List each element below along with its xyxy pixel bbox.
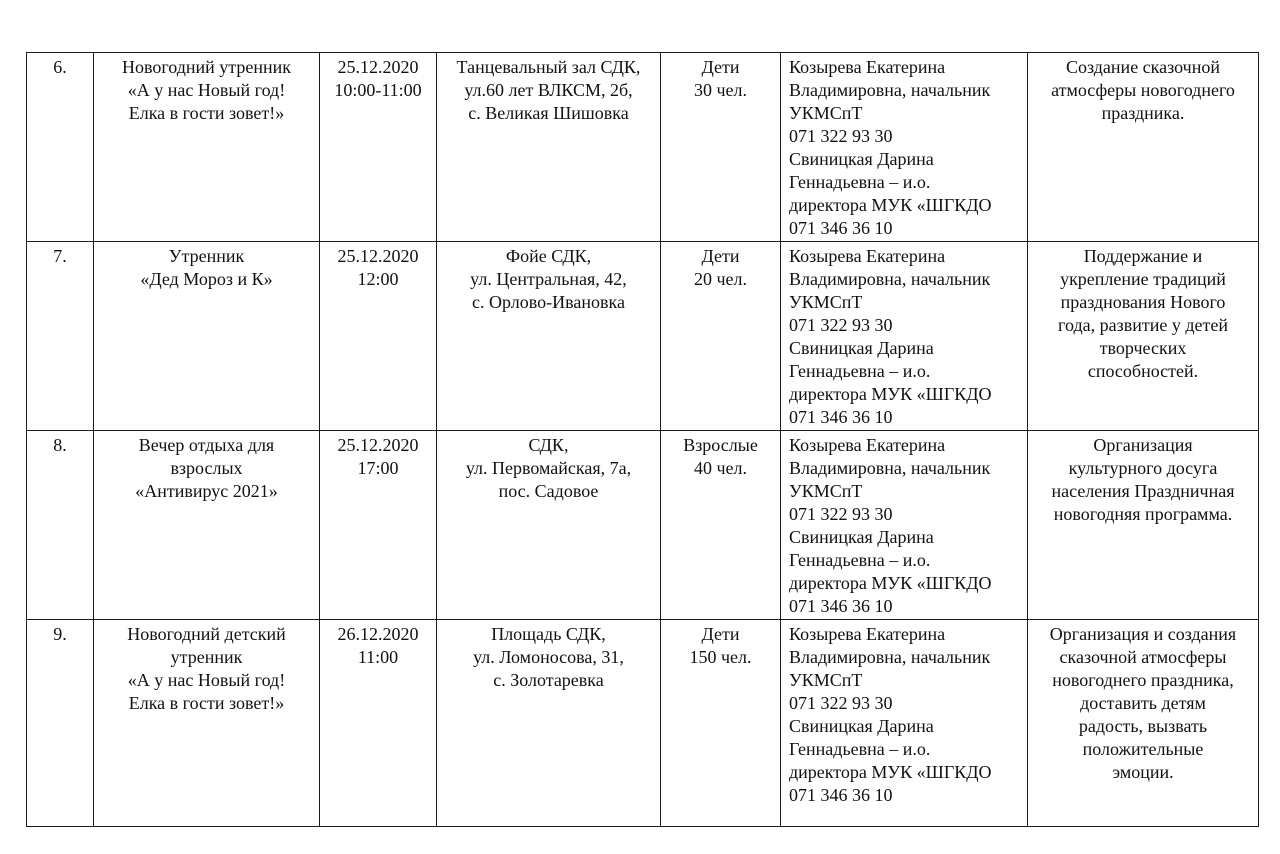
responsible-line: Владимировна, начальник bbox=[789, 80, 991, 100]
goal-line: эмоции. bbox=[1112, 762, 1174, 782]
event-place-cell bbox=[437, 53, 661, 242]
event-date-cell bbox=[320, 242, 437, 431]
event-name-line: «Дед Мороз и К» bbox=[140, 269, 273, 289]
event-name-line: Елка в гости зовет!» bbox=[128, 693, 285, 713]
goal-line: праздника. bbox=[1101, 103, 1185, 123]
table-row bbox=[27, 431, 1259, 620]
audience-cell bbox=[661, 620, 781, 827]
responsible-line: директора МУК «ШГКДО bbox=[789, 195, 992, 215]
responsible-cell bbox=[781, 242, 1028, 431]
responsible-line: 071 346 36 10 bbox=[789, 218, 893, 238]
goal-line: года, развитие у детей bbox=[1058, 315, 1228, 335]
goal-line: Поддержание и bbox=[1083, 246, 1203, 266]
responsible-line: УКМСпТ bbox=[789, 292, 863, 312]
goal-line: новогодняя программа. bbox=[1053, 504, 1233, 524]
event-date-line: 10:00-11:00 bbox=[334, 80, 422, 100]
event-place-line: СДК, bbox=[528, 435, 569, 455]
goal-cell bbox=[1028, 242, 1259, 431]
event-name-line: Новогодний детский bbox=[127, 624, 286, 644]
goal-line: способностей. bbox=[1087, 361, 1199, 381]
responsible-cell bbox=[781, 431, 1028, 620]
table-row bbox=[27, 242, 1259, 431]
audience-line: Дети bbox=[701, 246, 740, 266]
responsible-line: Козырева Екатерина bbox=[789, 435, 946, 455]
event-date-cell bbox=[320, 431, 437, 620]
goal-line: положительные bbox=[1082, 739, 1204, 759]
event-date-line: 25.12.2020 bbox=[337, 246, 419, 266]
goal-line: Организация и создания bbox=[1049, 624, 1237, 644]
goal-line: культурного досуга bbox=[1068, 458, 1218, 478]
responsible-line: Свиницкая Дарина bbox=[789, 527, 934, 547]
event-place-line: ул. Центральная, 42, bbox=[470, 269, 627, 289]
events-table bbox=[26, 52, 1259, 827]
audience-cell bbox=[661, 242, 781, 431]
event-place-line: ул.60 лет ВЛКСМ, 2б, bbox=[464, 80, 633, 100]
responsible-line: Владимировна, начальник bbox=[789, 647, 991, 667]
audience-line: Дети bbox=[701, 624, 740, 644]
responsible-line: 071 322 93 30 bbox=[789, 693, 893, 713]
event-name-line: «А у нас Новый год! bbox=[127, 80, 286, 100]
responsible-line: 071 346 36 10 bbox=[789, 407, 893, 427]
responsible-line: директора МУК «ШГКДО bbox=[789, 573, 992, 593]
goal-line: творческих bbox=[1099, 338, 1187, 358]
event-name-line: взрослых bbox=[170, 458, 243, 478]
responsible-line: УКМСпТ bbox=[789, 103, 863, 123]
responsible-line: 071 322 93 30 bbox=[789, 504, 893, 524]
audience-line: 20 чел. bbox=[693, 269, 748, 289]
responsible-line: 071 322 93 30 bbox=[789, 315, 893, 335]
event-place-cell bbox=[437, 620, 661, 827]
responsible-line: Владимировна, начальник bbox=[789, 269, 991, 289]
audience-cell bbox=[661, 431, 781, 620]
document-page bbox=[26, 52, 1258, 827]
goal-line: сказочной атмосферы bbox=[1059, 647, 1227, 667]
responsible-line: Козырева Екатерина bbox=[789, 624, 946, 644]
responsible-line: УКМСпТ bbox=[789, 670, 863, 690]
row-number-cell: 6. bbox=[27, 53, 94, 242]
event-date-cell bbox=[320, 53, 437, 242]
goal-line: укрепление традиций bbox=[1060, 269, 1226, 289]
event-date-line: 26.12.2020 bbox=[337, 624, 419, 644]
responsible-line: Свиницкая Дарина bbox=[789, 716, 934, 736]
event-place-line: Площадь СДК, bbox=[491, 624, 606, 644]
table-row bbox=[27, 620, 1259, 827]
goal-line: Организация bbox=[1093, 435, 1193, 455]
responsible-line: Геннадьевна – и.о. bbox=[789, 172, 931, 192]
goal-cell bbox=[1028, 53, 1259, 242]
event-name-line: утренник bbox=[170, 647, 243, 667]
row-number-cell: 7. bbox=[27, 242, 94, 431]
event-name-cell bbox=[94, 53, 320, 242]
responsible-line: Геннадьевна – и.о. bbox=[789, 550, 931, 570]
responsible-line: Владимировна, начальник bbox=[789, 458, 991, 478]
event-place-line: пос. Садовое bbox=[498, 481, 599, 501]
event-name-line: Новогодний утренник bbox=[121, 57, 292, 77]
goal-cell bbox=[1028, 431, 1259, 620]
audience-line: Дети bbox=[701, 57, 740, 77]
responsible-line: УКМСпТ bbox=[789, 481, 863, 501]
responsible-line: директора МУК «ШГКДО bbox=[789, 384, 992, 404]
event-name-line: «Антивирус 2021» bbox=[135, 481, 278, 501]
goal-line: новогоднего праздника, bbox=[1052, 670, 1234, 690]
audience-line: Взрослые bbox=[683, 435, 758, 455]
responsible-line: Геннадьевна – и.о. bbox=[789, 361, 931, 381]
responsible-cell bbox=[781, 53, 1028, 242]
audience-line: 30 чел. bbox=[693, 80, 748, 100]
event-place-line: с. Великая Шишовка bbox=[468, 103, 629, 123]
event-place-cell bbox=[437, 242, 661, 431]
event-name-line: Утренник bbox=[168, 246, 245, 266]
event-date-line: 17:00 bbox=[357, 458, 399, 478]
goal-line: радость, вызвать bbox=[1078, 716, 1208, 736]
event-name-cell bbox=[94, 431, 320, 620]
table-row bbox=[27, 53, 1259, 242]
audience-cell bbox=[661, 53, 781, 242]
goal-line: Создание сказочной bbox=[1065, 57, 1220, 77]
event-date-line: 11:00 bbox=[357, 647, 399, 667]
event-name-line: Вечер отдыха для bbox=[138, 435, 275, 455]
event-place-line: ул. Первомайская, 7а, bbox=[465, 458, 632, 478]
event-date-line: 25.12.2020 bbox=[337, 435, 419, 455]
row-number-cell: 8. bbox=[27, 431, 94, 620]
goal-line: атмосферы новогоднего bbox=[1051, 80, 1235, 100]
responsible-line: Козырева Екатерина bbox=[789, 246, 946, 266]
event-date-line: 25.12.2020 bbox=[337, 57, 419, 77]
responsible-line: Свиницкая Дарина bbox=[789, 149, 934, 169]
event-name-cell bbox=[94, 620, 320, 827]
event-name-line: Елка в гости зовет!» bbox=[128, 103, 285, 123]
goal-line: населения Праздничная bbox=[1051, 481, 1235, 501]
event-place-cell bbox=[437, 431, 661, 620]
audience-line: 150 чел. bbox=[689, 647, 752, 667]
responsible-line: 071 346 36 10 bbox=[789, 785, 893, 805]
event-name-line: «А у нас Новый год! bbox=[127, 670, 286, 690]
responsible-line: 071 346 36 10 bbox=[789, 596, 893, 616]
responsible-line: директора МУК «ШГКДО bbox=[789, 762, 992, 782]
event-date-cell bbox=[320, 620, 437, 827]
event-place-line: Танцевальный зал СДК, bbox=[456, 57, 641, 77]
responsible-line: 071 322 93 30 bbox=[789, 126, 893, 146]
event-place-line: с. Золотаревка bbox=[493, 670, 604, 690]
event-place-line: с. Орлово-Ивановка bbox=[472, 292, 625, 312]
event-place-line: ул. Ломоносова, 31, bbox=[473, 647, 624, 667]
row-number-cell: 9. bbox=[27, 620, 94, 827]
responsible-line: Геннадьевна – и.о. bbox=[789, 739, 931, 759]
event-date-line: 12:00 bbox=[357, 269, 399, 289]
event-place-line: Фойе СДК, bbox=[505, 246, 592, 266]
event-name-cell bbox=[94, 242, 320, 431]
audience-line: 40 чел. bbox=[693, 458, 748, 478]
goal-line: доставить детям bbox=[1080, 693, 1206, 713]
goal-line: празднования Нового bbox=[1060, 292, 1226, 312]
goal-cell bbox=[1028, 620, 1259, 827]
responsible-line: Свиницкая Дарина bbox=[789, 338, 934, 358]
responsible-cell bbox=[781, 620, 1028, 827]
responsible-line: Козырева Екатерина bbox=[789, 57, 946, 77]
